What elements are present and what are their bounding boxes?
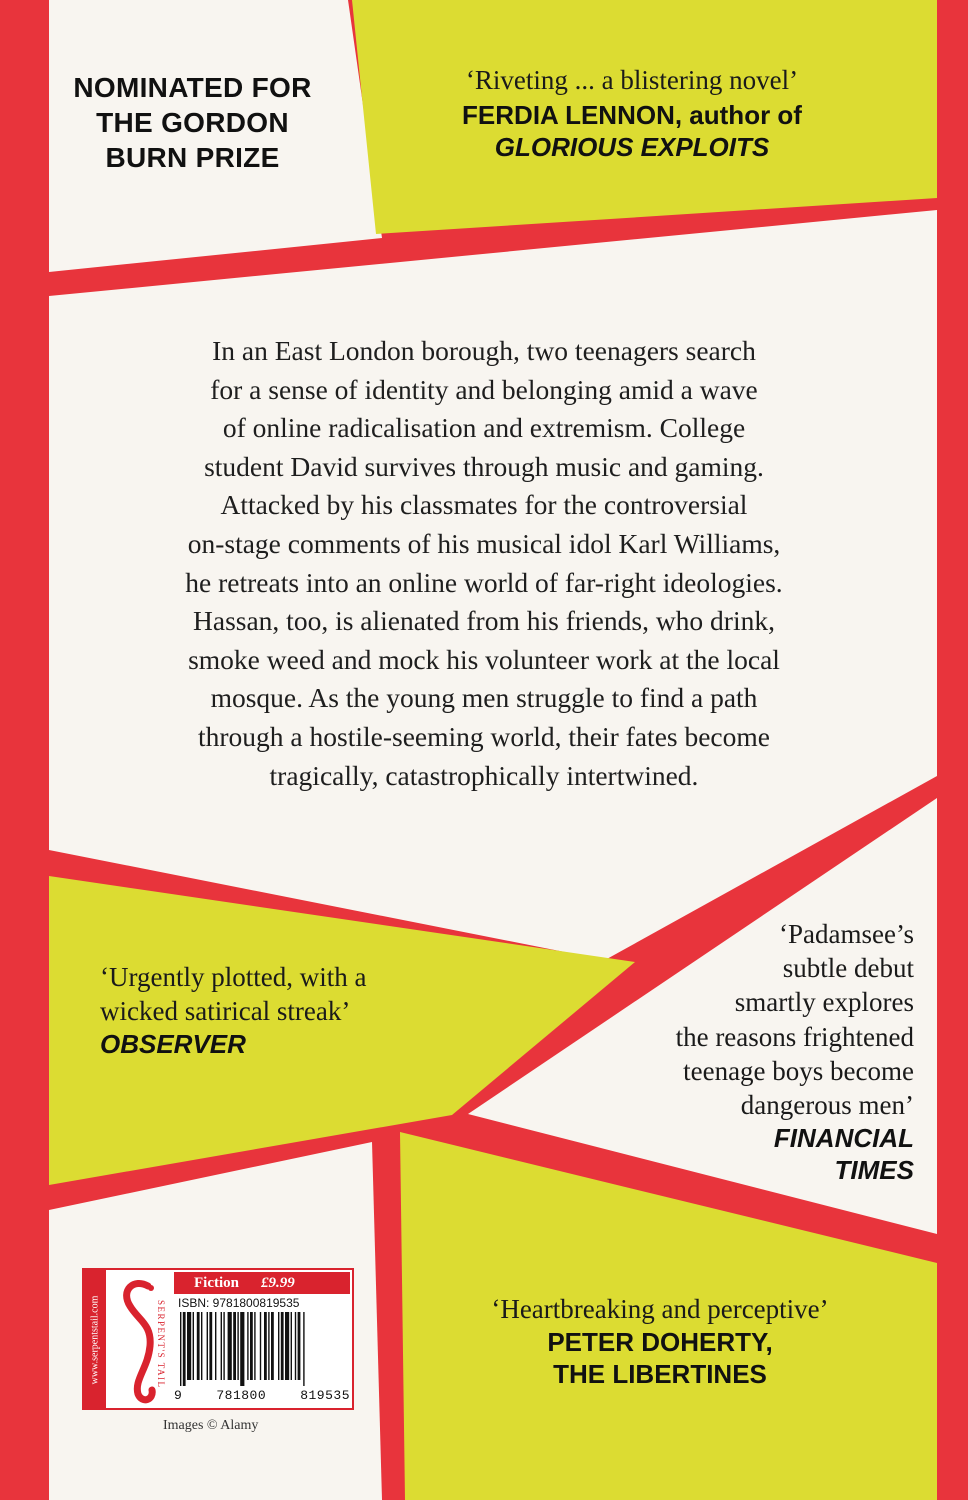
ft-source-line: FINANCIAL xyxy=(773,1123,914,1153)
synopsis-line: of online radicalisation and extremism. College xyxy=(222,412,746,444)
doherty-quote-source xyxy=(440,1326,880,1390)
barcode-bar xyxy=(221,1312,222,1380)
barcode-digits xyxy=(174,1388,350,1403)
barcode-bar xyxy=(250,1312,253,1380)
synopsis-line: Hassan, too, is alienated from his friends, who drink, xyxy=(193,605,775,637)
barcode-digit-group: 9 xyxy=(174,1388,183,1403)
synopsis-line: tragically, catastrophically intertwined. xyxy=(269,759,699,791)
barcode-bar xyxy=(209,1312,212,1380)
prize-nomination: NOMINATED FOR THE GORDON BURN PRIZE xyxy=(73,72,312,173)
synopsis-line: on-stage comments of his musical idol Karl Williams, xyxy=(187,527,781,559)
doherty-source-line: THE LIBERTINES xyxy=(553,1359,767,1389)
barcode-bar xyxy=(215,1312,216,1380)
barcode-bar xyxy=(193,1312,194,1380)
observer-quote-line: wicked satirical streak’ xyxy=(100,996,351,1026)
doherty-quote-text: ‘Heartbreaking and perceptive’ xyxy=(491,1294,829,1324)
ft-quote-line: smartly explores xyxy=(734,987,914,1018)
synopsis-line: through a hostile-seeming world, their fates become xyxy=(198,720,770,752)
barcode-bar xyxy=(264,1312,267,1380)
observer-quote-text xyxy=(100,960,500,1028)
barcode xyxy=(174,1312,350,1386)
barcode-bar xyxy=(291,1312,292,1380)
ft-quote-line: dangerous men’ xyxy=(740,1090,914,1121)
ft-source-line: TIMES xyxy=(834,1155,914,1185)
barcode-bar xyxy=(228,1312,232,1380)
ferdia-book-title: GLORIOUS EXPLOITS xyxy=(494,132,770,162)
publisher-url-strip xyxy=(84,1270,106,1408)
barcode-bar xyxy=(237,1312,238,1380)
barcode-bar xyxy=(240,1312,244,1386)
barcode-bar xyxy=(303,1312,304,1386)
barcode-bar xyxy=(281,1312,284,1380)
ft-quote-line: subtle debut xyxy=(782,953,914,984)
publisher-logo xyxy=(108,1270,172,1408)
barcode-bar xyxy=(285,1312,289,1380)
ft-quote-line: teenage boys become xyxy=(683,1055,914,1086)
observer-quote-source: OBSERVER xyxy=(100,1029,246,1059)
barcode-digit-group: 819535 xyxy=(300,1388,350,1403)
synopsis-line: student David survives through music and gaming. xyxy=(204,450,764,482)
synopsis-line: for a sense of identity and belonging amid a wave xyxy=(210,373,758,405)
synopsis-line: Attacked by his classmates for the controversial xyxy=(220,489,748,521)
serpent-s-icon xyxy=(108,1270,172,1408)
barcode-bar xyxy=(223,1312,224,1380)
barcode-bar xyxy=(295,1312,296,1380)
ft-quote-text xyxy=(494,917,914,1122)
synopsis-line: smoke weed and mock his volunteer work at the local xyxy=(188,643,780,675)
ft-quote-line: ‘Padamsee’s xyxy=(779,919,914,949)
barcode-bar xyxy=(278,1312,279,1380)
barcode-bar xyxy=(183,1312,186,1386)
barcode-bar xyxy=(197,1312,200,1380)
barcode-bar xyxy=(233,1312,236,1380)
image-credit: Images © Alamy xyxy=(163,1418,259,1433)
ft-quote-line: the reasons frightened xyxy=(675,1021,914,1052)
ferdia-quote-text: ‘Riveting ... a blistering novel’ xyxy=(465,65,799,95)
synopsis-line: In an East London borough, two teenagers search xyxy=(212,335,756,366)
observer-quote-line: ‘Urgently plotted, with a xyxy=(100,962,367,992)
barcode-bar xyxy=(268,1312,269,1380)
category-price-bar xyxy=(174,1272,350,1294)
publisher-url: www.serpentstail.com xyxy=(89,1295,101,1385)
isbn-label: ISBN: 9781800819535 xyxy=(178,1296,300,1310)
ferdia-quote-source: FERDIA LENNON, author of xyxy=(462,100,802,130)
publisher-barcode-block xyxy=(82,1268,354,1410)
barcode-bar xyxy=(180,1312,181,1386)
logo-wordmark: SERPENT'S TAIL xyxy=(156,1300,166,1389)
barcode-bar xyxy=(298,1312,301,1380)
barcode-bar xyxy=(260,1312,261,1380)
price-label: £9.99 xyxy=(261,1274,295,1291)
ft-quote-source xyxy=(614,1122,914,1186)
barcode-bar xyxy=(187,1312,191,1380)
barcode-bar xyxy=(201,1312,202,1380)
synopsis xyxy=(110,332,858,795)
barcode-bar xyxy=(207,1312,208,1380)
barcode-bar xyxy=(254,1312,255,1380)
category-label: Fiction xyxy=(194,1274,239,1291)
barcode-bar xyxy=(271,1312,274,1380)
doherty-source-line: PETER DOHERTY, xyxy=(547,1327,773,1357)
barcode-digit-group: 781800 xyxy=(216,1388,267,1403)
synopsis-line: he retreats into an online world of far-right ideologies. xyxy=(185,566,783,598)
barcode-bar xyxy=(247,1312,248,1380)
synopsis-line: mosque. As the young men struggle to find a path xyxy=(210,682,758,714)
